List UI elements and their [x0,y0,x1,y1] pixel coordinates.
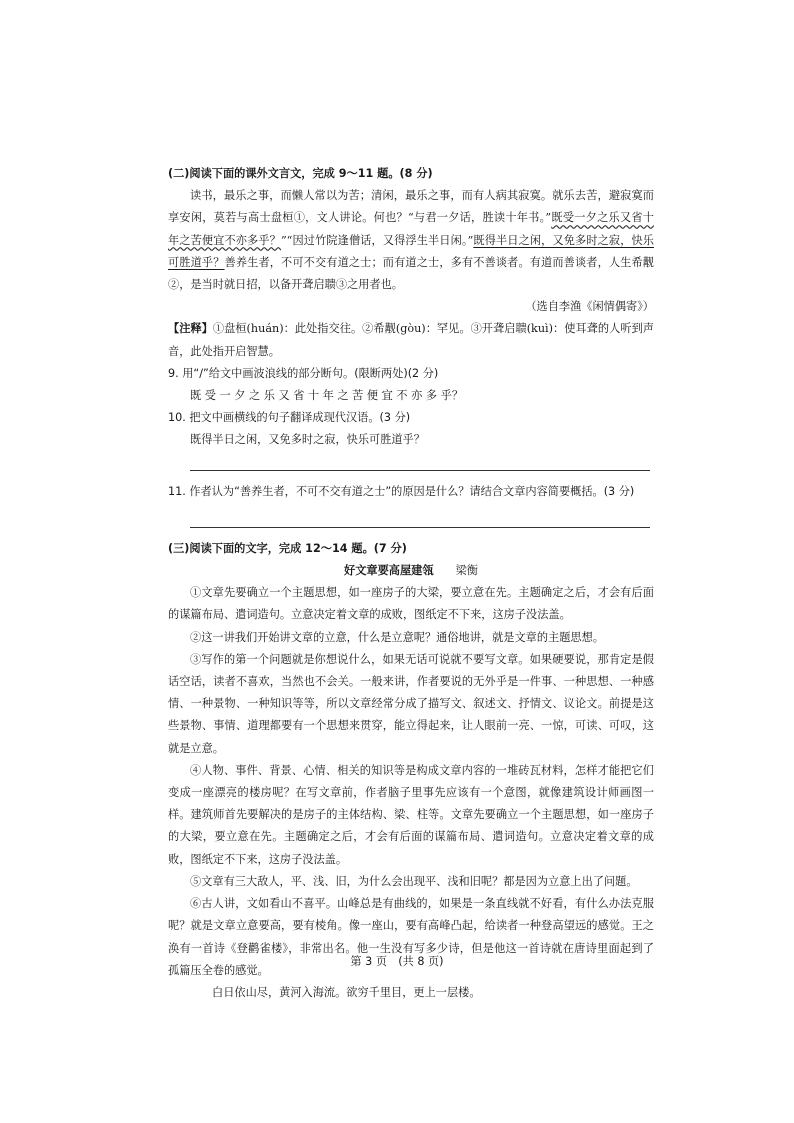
passage-part-b: ”“因过竹院逢僧话，又得浮生半日闲。” [280,233,474,247]
page-content [168,163,654,1004]
article-paragraph: ⑥古人讲，文如看山不喜平。山峰总是有曲线的，如果是一条直线就不好看，有什么办法克服呢？就是文章立意要高，要有棱角。像一座山，要有高峰凸起，给读者一种登高望远的感觉。王之涣有一首诗《登鹳雀楼》，非常出名。他一生没有写多少诗，但是他这一首诗就在唐诗里面起到了孤篇压全卷的感觉。 [168,897,654,977]
article-title [168,560,654,582]
poem-line: 白日依山尽，黄河入海流。欲穷千里目，更上一层楼。 [212,985,481,999]
question-10-text: 既得半日之闲，又免多时之寂，快乐可胜道乎？ [190,433,425,447]
annotation [168,318,654,362]
section-3-title: (三)阅读下面的文字，完成 12～14 题。(7 分) [168,541,407,555]
answer-line-11[interactable] [190,527,650,528]
annotation-text: ①盘桓(huán)：此处指交往。②希觏(gòu)：罕见。③开聋启聩(kuì)：使耳聋的人听到声音，此处指开启智慧。 [168,322,654,358]
article-author: 梁衡 [455,564,478,578]
passage-part-c: 善养生者，不可不交有道之士；而有道之士，多有不善谈者。有道而善谈者，人生希觏②，是当时就日招，以备开聋启聩③之用者也。 [168,255,654,292]
question-9: 9. 用“/”给文中画波浪线的部分断句。(限断两处)(2 分) [168,366,439,380]
article-title-text: 好文章要高屋建瓴 [344,564,434,578]
article-paragraph: ④人物、事件、背景、心情、相关的知识等是构成文章内容的一堆砖瓦材料，怎样才能把它们变成一座漂亮的楼房呢？在写文章前，作者脑子里事先应该有一个意图，就像建筑设计师画图一样。建筑师首先要解决的是房子的主体结构、梁、柱等。文章先要确立一个主题思想，如一座房子的大梁，要立意在先。主题确定之后，才会有后面的谋篇布局、遣词造句。立意决定着文章的成败，图纸定不下来，这房子没法盖。 [168,763,654,866]
classical-passage [168,185,654,296]
question-11: 11. 作者认为“善养生者，不可不交有道之士”的原因是什么？请结合文章内容简要概括。(3 分) [168,484,635,498]
section-2-title: (二)阅读下面的课外文言文，完成 9～11 题。(8 分) [168,167,433,180]
article-paragraph: ⑤文章有三大敌人，平、浅、旧，为什么会出现平、浅和旧呢？都是因为立意上出了问题。 [190,874,638,888]
question-9-text: 既 受 一 夕 之 乐 又 省 十 年 之 苦 便 宜 不 亦 多 乎？ [190,389,464,403]
passage-part-a: 读书，最乐之事，而懒人常以为苦；清闲，最乐之事，而有人病其寂寞。就乐去苦，避寂寞而享安闲，莫若与高士盘桓①，文人讲论。何也？“与君一夕话，胜读十年书。” [168,189,654,225]
underlined-sentence: 既得半日之闲，又免多时之寂，快乐可胜道乎？ [168,233,654,269]
article-paragraph: ①文章先要确立一个主题思想，如一座房子的大梁，要立意在先。主题确定之后，才会有后面的谋篇布局、遣词造句。立意决定着文章的成败，图纸定不下来，这房子没法盖。 [168,586,654,622]
annotation-tag: 【注释】 [168,322,213,336]
wavy-underlined-text: 既受一夕之乐又省十年之苦便宜不亦多乎？ [168,211,654,247]
article-paragraph: ②这一讲我们开始讲文章的立意，什么是立意呢？通俗地讲，就是文章的主题思想。 [190,630,604,644]
article-paragraph: ③写作的第一个问题就是你想说什么，如果无话可说就不要写文章。如果硬要说，那肯定是假话空话，读者不喜欢，当然也不会关。一般来讲，作者要说的无外乎是一件事、一种思想、一种感情、一种景物、一种知识等等，所以文章经常分成了描写文、叙述文、抒情文、议论文。前提是这些景物、事情、道理都要有一个思想来贯穿，能立得起来，让人眼前一亮、一惊，可读、可叹，这就是立意。 [168,652,654,755]
answer-line-10[interactable] [190,470,650,471]
passage-source: （选自李渔《闲情偶寄》） [525,300,654,314]
page-footer: 第 3 页 (共 8 页) [350,955,444,968]
question-10: 10. 把文中画横线的句子翻译成现代汉语。(3 分) [168,411,411,425]
